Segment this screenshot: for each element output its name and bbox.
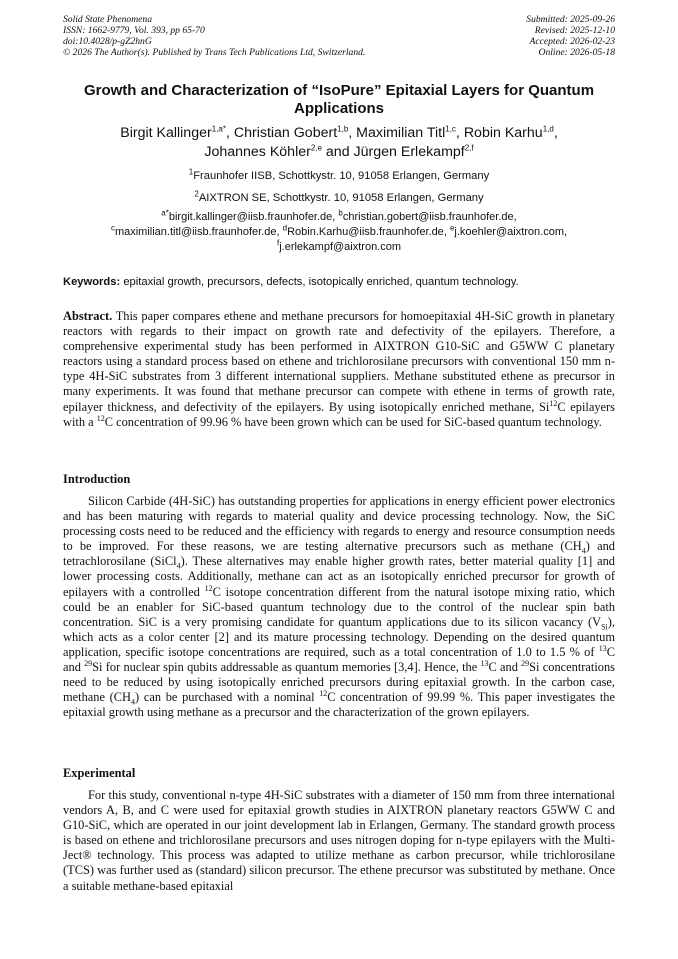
- body-text: ). These alternatives may enable higher growth rates, better material quality [1] and lower processing costs. Additionally, methane can act as an isotopically enriched precursor for growth of epilayers with a controlled: [63, 554, 615, 599]
- email-mark: e: [449, 223, 455, 233]
- copyright-line: © 2026 The Author(s). Published by Trans Tech Publications Ltd, Switzerland.: [63, 47, 366, 58]
- email-link[interactable]: maximilian.titl@iisb.fraunhofer.de: [114, 226, 277, 238]
- affiliation-text: AIXTRON SE, Schottkystr. 10, 91058 Erlangen, Germany: [198, 192, 484, 204]
- email-link[interactable]: birgit.kallinger@iisb.fraunhofer.de: [168, 211, 333, 223]
- body-text: C concentration of 99.99 %. This paper investigates the epitaxial growth using methane as a precursor and the characterization of the grown epilayers.: [63, 690, 615, 720]
- email-link[interactable]: Robin.Karhu@iisb.fraunhofer.de: [287, 226, 444, 238]
- email-link[interactable]: j.erlekampf@aixtron.com: [279, 241, 402, 253]
- isotope-mark: 29: [84, 658, 93, 668]
- author-affiliation-mark: 1,b: [337, 124, 349, 134]
- author-name: Christian Gobert: [233, 125, 338, 141]
- body-text: C and: [488, 660, 522, 675]
- author-and: and: [321, 144, 354, 160]
- body-text: ), which acts as a color center [2] and its mature processing technology. Depending on the desired quantum application, specific isotope concentrations are required, such as a total concentration of 1.0 to 1.5 % of: [63, 614, 615, 659]
- isotope-mark: 13: [480, 658, 489, 668]
- doi-line: doi:10.4028/p-gZ2hnG: [63, 36, 152, 47]
- email-link[interactable]: christian.gobert@iisb.fraunhofer.de: [342, 211, 514, 223]
- body-text: Silicon Carbide (4H-SiC) has outstanding properties for applications in energy efficient power electronics and has been maturing with regards to material quality and device processing technology. Now, the SiC processing costs need to be reduced and the efficiency with regards to energy and resource consumption needs to be improved. For these reasons, we are testing alternative precursors such as methane (CH: [63, 494, 615, 554]
- affiliation-text: Fraunhofer IISB, Schottkystr. 10, 91058 Erlangen, Germany: [193, 170, 490, 182]
- body-text: ) can be purchased with a nominal: [135, 690, 320, 705]
- author-separator: ,: [225, 125, 234, 141]
- accepted-date: Accepted: 2026-02-23: [529, 36, 615, 47]
- author-separator: ,: [455, 125, 464, 141]
- author-separator: ,: [553, 125, 558, 141]
- abstract: [63, 309, 615, 430]
- keywords-text: epitaxial growth, precursors, defects, isotopically enriched, quantum technology.: [123, 276, 519, 288]
- author-affiliation-mark: 1,d: [542, 124, 554, 134]
- affiliation-number: 1: [188, 167, 194, 177]
- author-affiliation-mark: 1,a*: [211, 124, 226, 134]
- author-name: Johannes Köhler: [204, 144, 311, 160]
- keywords: [63, 275, 615, 289]
- keywords-label: Keywords:: [63, 276, 121, 288]
- author-name: Birgit Kallinger: [120, 125, 212, 141]
- author-separator: ,: [348, 125, 357, 141]
- isotope-mark: 12: [204, 583, 213, 593]
- isotope-mark: 12: [549, 398, 558, 408]
- isotope-mark: 12: [319, 689, 328, 699]
- affiliation-number: 2: [194, 189, 199, 199]
- body-text: Si for nuclear spin qubits addressable as quantum memories [3,4]. Hence, the: [92, 660, 481, 675]
- introduction-heading: Introduction: [63, 472, 131, 486]
- email-mark: d: [282, 223, 288, 233]
- isotope-mark: 29: [521, 658, 530, 668]
- author-emails: $^{a*}$birgit.kallinger@iisb.fraunhofer.de, $^b$christian.gobert@iisb.fraunhofer.de, $^c$maximilian.titl@iisb.fraunhofer.de, $^d$Robin.Karhu@iisb.fraunhofer.de, $^e$j.koehler@aixtron.com, $^f$j.erlekampf@aixtron.com: [110, 208, 568, 253]
- author-list: [63, 124, 615, 162]
- email-mark: a*: [161, 208, 169, 218]
- email-mark: c: [110, 223, 115, 233]
- body-text: C isotope concentration different from the natural isotope mixing ratio, which could be an enabler for SiC-based quantum technology due to the control of the nuclear spin bath concentration. SiC is a very promising candidate for quantum applications due to its silicon vacancy (V: [63, 584, 615, 629]
- author-name: Robin Karhu: [463, 125, 543, 141]
- journal-header-left: [63, 14, 365, 58]
- submitted-date: Submitted: 2025-09-26: [526, 14, 615, 25]
- affiliation-2: [63, 191, 615, 205]
- abstract-label: Abstract.: [63, 309, 113, 323]
- subscript: 4: [176, 561, 181, 571]
- author-affiliation-mark: 2,e: [310, 143, 322, 153]
- revised-date: Revised: 2025-12-10: [534, 25, 615, 36]
- isotope-mark: 13: [598, 643, 607, 653]
- email-mark: f: [276, 238, 280, 248]
- body-text: Si concentrations need to be reduced by using isotopically enriched precursors during epitaxial growth. In the carbon case, methane (CH: [63, 660, 615, 705]
- subscript: 4: [131, 697, 135, 707]
- author-affiliation-mark: 1,c: [445, 124, 456, 134]
- author-affiliation-mark: 2,f: [464, 143, 474, 153]
- abstract-text: C concentration of 99.96 % have been grown which can be used for SiC-based quantum technology.: [104, 414, 602, 429]
- experimental-heading: Experimental: [63, 766, 136, 780]
- affiliation-1: [63, 169, 615, 183]
- introduction-body: [63, 494, 615, 720]
- paper-title: Growth and Characterization of “IsoPure” Epitaxial Layers for Quantum Applications: [83, 82, 595, 117]
- subscript: 4: [581, 546, 586, 556]
- journal-name: Solid State Phenomena: [63, 14, 152, 25]
- author-name: Jürgen Erlekampf: [353, 144, 465, 160]
- journal-header-right: [526, 14, 615, 58]
- subscript: Si: [601, 622, 608, 632]
- email-mark: b: [338, 208, 343, 218]
- body-text: ) and tetrachlorosilane (SiCl: [63, 539, 616, 569]
- issn-line: ISSN: 1662-9779, Vol. 393, pp 65-70: [63, 25, 205, 36]
- email-link[interactable]: j.koehler@aixtron.com: [454, 226, 564, 238]
- abstract-text: This paper compares ethene and methane precursors for homoepitaxial 4H-SiC growth in planetary reactors with regards to their impact on growth rate and defectivity of the epilayers. Therefore, a comprehensive experimental study has been performed in AIXTRON G10-SiC and G5WW C planetary reactors using a standard process based on ethene and trichlorosilane precursors with conventional 150 mm n-type 4H-SiC substrates from 3 different international suppliers. Methane substituted ethene as precursor in many experiments. It was found that methane precursor can compete with ethene in terms of growth rate, epilayer thickness, and defectivity of the epilayers. By using isotopically enriched methane, Si: [63, 309, 615, 414]
- isotope-mark: 12: [96, 413, 105, 423]
- online-date: Online: 2026-05-18: [538, 47, 615, 58]
- experimental-body: For this study, conventional n-type 4H-SiC substrates with a diameter of 150 mm from three international vendors A, B, and C were used for epitaxial growth studies in AIXTRON planetary reactors G5WW C and G10-SiC, which are operated in our joint development lab in Erlangen, Germany. The standard growth process is based on ethene and trichlorosilane precursors and uses nitrogen doping for n-type epilayers with the Multi-Ject® technology. This process was adapted to utilize methane as carbon precursor, while trichlorosilane (TCS) was further used as (standard) silicon precursor. The ethene precursor was substituted by methane. Once a suitable methane-based epitaxial: [63, 788, 615, 893]
- author-name: Maximilian Titl: [356, 125, 446, 141]
- body-text: C and: [63, 644, 615, 675]
- abstract-text: C epilayers with a: [63, 399, 615, 429]
